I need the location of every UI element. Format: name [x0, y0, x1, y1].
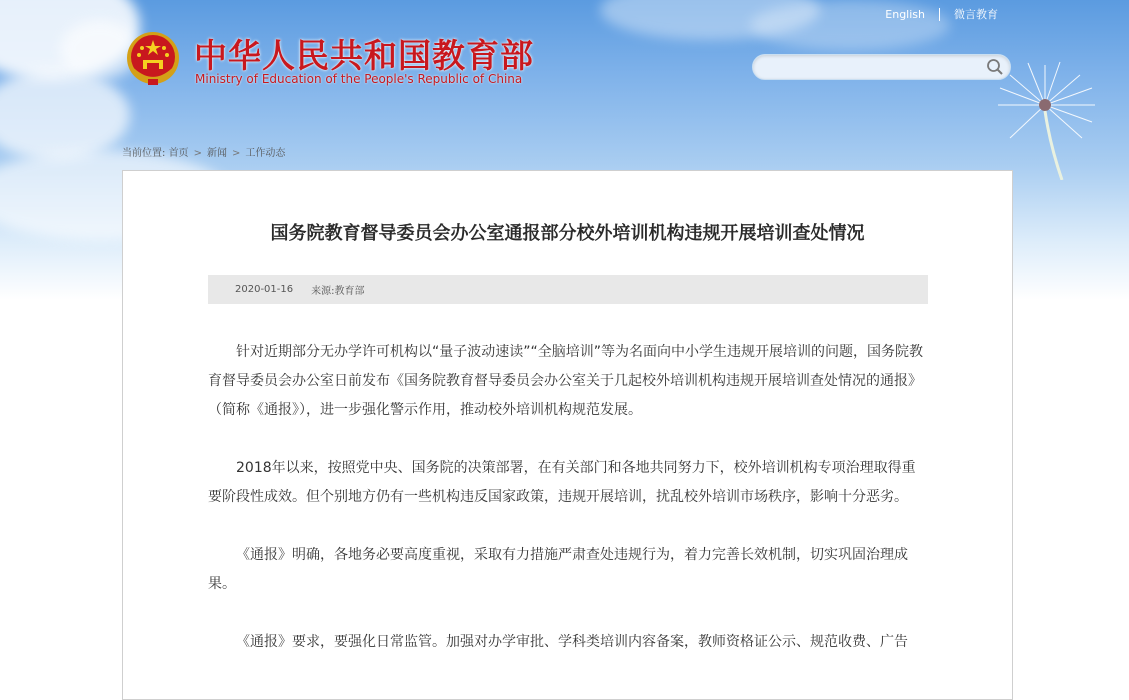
- article-container: [122, 170, 1013, 700]
- link-divider: [939, 8, 940, 21]
- article-paragraph: 《通报》要求，要强化日常监管。加强对办学审批、学科类培训内容备案，教师资格证公示、规范收费、广告: [236, 634, 908, 650]
- breadcrumb-work-news[interactable]: 工作动态: [245, 148, 286, 159]
- article-title: 国务院教育督导委员会办公室通报部分校外培训机构违规开展培训查处情况: [270, 223, 865, 244]
- breadcrumb-prefix: 当前位置:: [122, 148, 166, 159]
- article-meta: [208, 275, 928, 304]
- search-box: [752, 54, 1011, 80]
- dandelion-decoration: [990, 60, 1110, 180]
- article-paragraph: 《通报》明确，各地务必要高度重视，采取有力措施严肃查处违规行为，着力完善长效机制，切实巩固治理成果。: [208, 547, 908, 592]
- site-subtitle: Ministry of Education of the People's Republic of China: [195, 72, 523, 86]
- chevron-right-icon: >: [193, 148, 202, 159]
- search-icon[interactable]: [984, 56, 1006, 78]
- top-links: [885, 6, 998, 22]
- article-body: [208, 338, 929, 686]
- search-input[interactable]: [765, 56, 984, 78]
- chevron-right-icon: >: [231, 148, 241, 159]
- article-paragraph: 2018年以来，按照党中央、国务院的决策部署，在有关部门和各地共同努力下，校外培训机构专项治理取得重要阶段性成效。但个别地方仍有一些机构违反国家政策，违规开展培训，扰乱校外培训市场秩序，影响十分恶劣。: [208, 460, 916, 505]
- article-paragraph: 针对近期部分无办学许可机构以“量子波动速读”“全脑培训”等为名面向中小学生违规开展培训的问题，国务院教育督导委员会办公室日前发布《国务院教育督导委员会办公室关于几起校外培训机构违规开展培训查处情况的通报》（简称《通报》），进一步强化警示作用，推动校外培训机构规范发展。: [208, 344, 924, 418]
- english-link[interactable]: English: [885, 7, 925, 21]
- breadcrumb-home[interactable]: 首页: [168, 148, 189, 159]
- article-date: 2020-01-16: [235, 284, 294, 295]
- breadcrumb-news[interactable]: 新闻: [206, 148, 227, 159]
- weiyan-link[interactable]: 微言教育: [954, 8, 998, 21]
- breadcrumb: [122, 144, 285, 159]
- article-source: 来源:教育部: [311, 286, 365, 297]
- site-title[interactable]: 中华人民共和国教育部: [194, 36, 534, 75]
- national-emblem-icon[interactable]: [125, 30, 181, 88]
